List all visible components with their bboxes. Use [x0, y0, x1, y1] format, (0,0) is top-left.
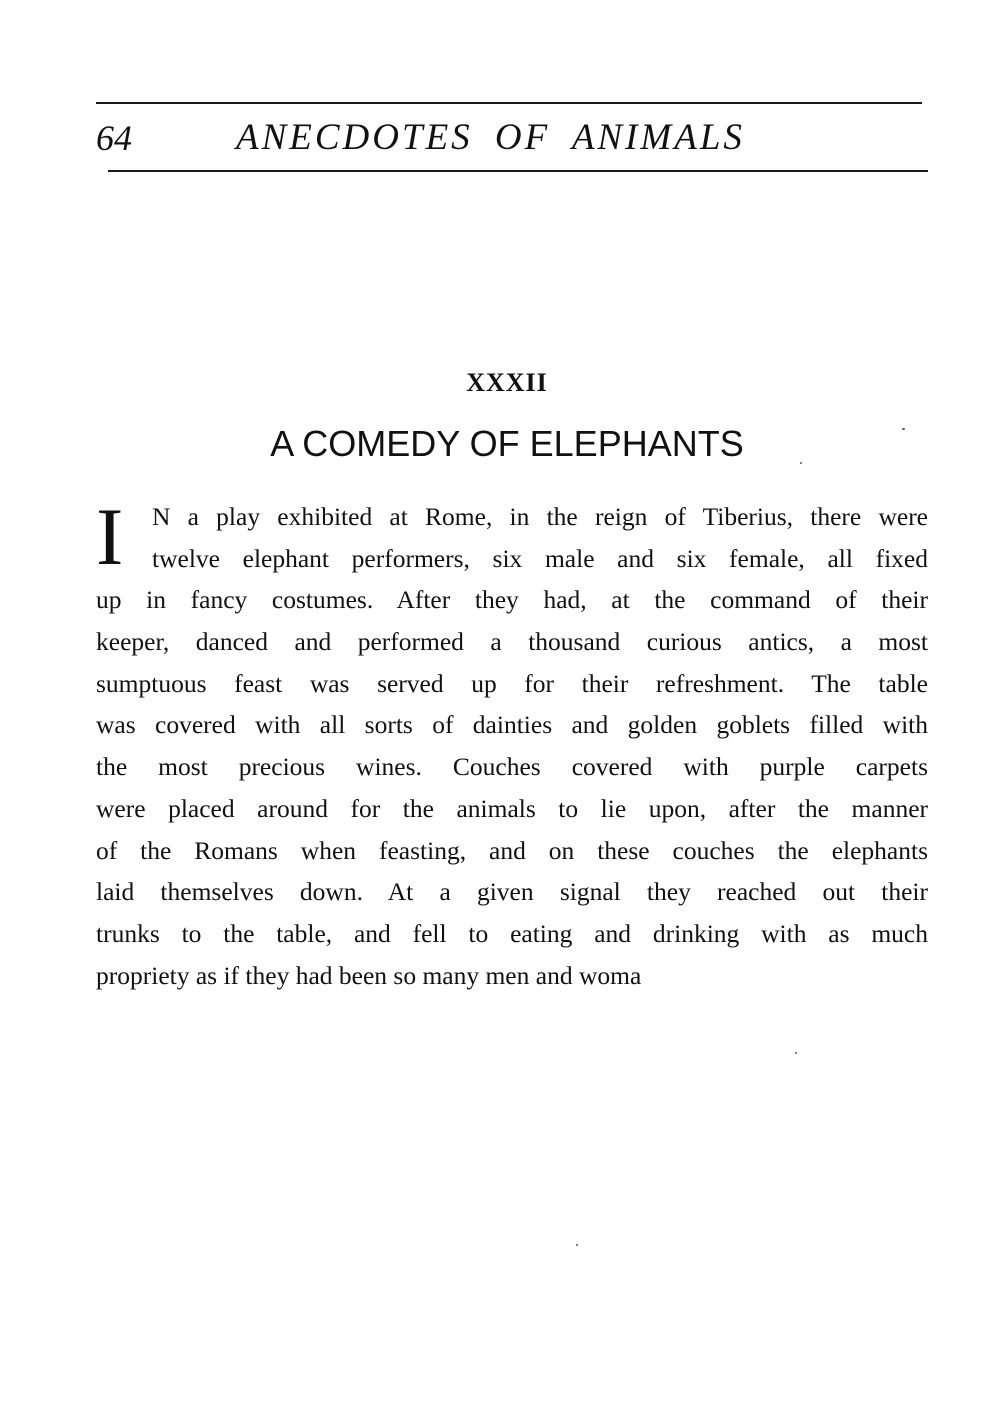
- text-line: of the Romans when feasting, and on these couches the elephants: [96, 835, 928, 865]
- text-line: twelve elephant performers, six male and six female, all fixed: [152, 543, 928, 573]
- book-title: ANECDOTES OF ANIMALS: [236, 117, 745, 158]
- text-line: were placed around for the animals to lie upon, after the manner: [96, 793, 928, 823]
- header-top-rule: [96, 102, 922, 104]
- header-bottom-rule: [108, 170, 928, 172]
- scan-speck: [795, 1052, 797, 1054]
- scan-speck: [576, 1244, 578, 1246]
- text-line: propriety as if they had been so many men and woma: [96, 960, 642, 990]
- scan-speck: [902, 428, 905, 430]
- text-line: up in fancy costumes. After they had, at the command of their: [96, 585, 928, 615]
- text-line: keeper, danced and performed a thousand curious antics, a most: [96, 627, 928, 657]
- scan-speck: [800, 462, 802, 464]
- text-line: the most precious wines. Couches covered with purple carpets: [96, 752, 928, 782]
- text-line: laid themselves down. At a given signal they reached out their: [96, 877, 928, 907]
- chapter-title: A COMEDY OF ELEPHANTS: [270, 423, 744, 464]
- text-line: trunks to the table, and fell to eating and drinking with as much: [96, 918, 928, 948]
- text-line: was covered with all sorts of dainties and golden goblets filled with: [96, 710, 928, 740]
- page-number: 64: [96, 118, 132, 158]
- text-line: N a play exhibited at Rome, in the reign of Tiberius, there were: [152, 502, 928, 531]
- running-head: [96, 112, 926, 164]
- chapter-number: XXXII: [466, 368, 548, 397]
- text-line: sumptuous feast was served up for their refreshment. The table: [96, 668, 928, 698]
- body-paragraph: [96, 491, 928, 996]
- drop-cap: I: [96, 491, 124, 582]
